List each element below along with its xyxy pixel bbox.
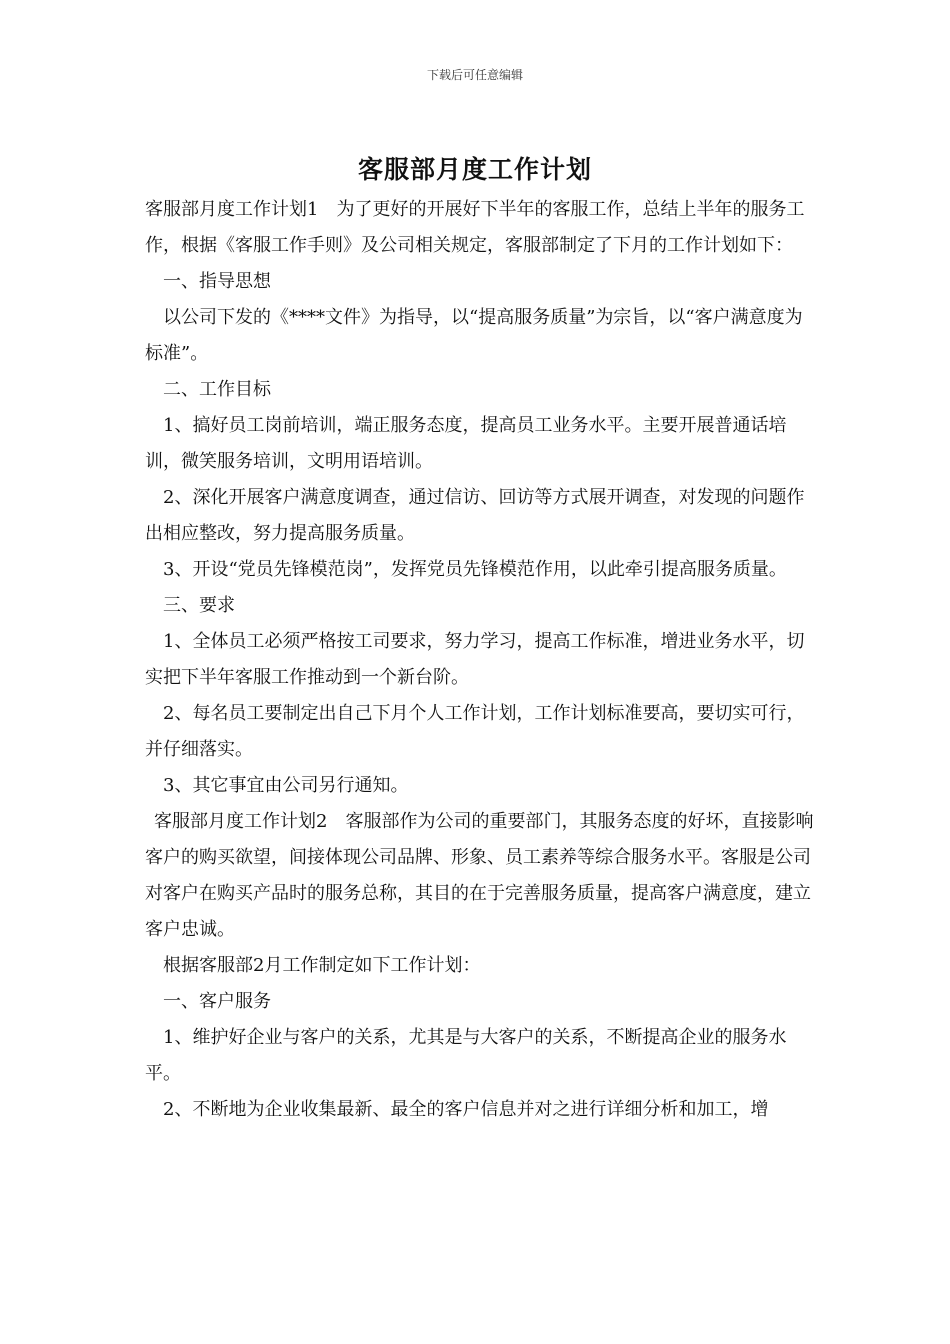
document-title: 客服部月度工作计划 xyxy=(357,155,592,184)
paragraph-guiding-thought: 以公司下发的《****文件》为指导，以“提高服务质量”为宗旨，以“客户满意度为标准”。 xyxy=(145,307,803,364)
paragraph-plan1-intro: 客服部月度工作计划1 为了更好的开展好下半年的客服工作，总结上半年的服务工作，根据《客服工作手则》及公司相关规定，客服部制定了下月的工作计划如下： xyxy=(145,199,805,256)
heading-requirements: 三、要求 xyxy=(163,595,235,616)
document-body xyxy=(145,192,820,1128)
paragraph-goal-3: 3、开设“党员先锋模范岗”，发挥党员先锋模范作用，以此牵引提高服务质量。 xyxy=(163,559,787,580)
heading-customer-service: 一、客户服务 xyxy=(163,991,271,1012)
heading-guiding-thought: 一、指导思想 xyxy=(163,271,271,292)
paragraph-plan2-intro: 客服部月度工作计划2 客服部作为公司的重要部门，其服务态度的好坏，直接影响客户的购买欲望，间接体现公司品牌、形象、员工素养等综合服务水平。客服是公司对客户在购买产品时的服务总称，其目的在于完善服务质量，提高客户满意度，建立客户忠诚。 xyxy=(145,811,814,940)
page-header-note: 下载后可任意编辑 xyxy=(426,68,523,82)
paragraph-goal-1: 1、搞好员工岗前培训，端正服务态度，提高员工业务水平。主要开展普通话培训，微笑服务培训，文明用语培训。 xyxy=(145,415,787,472)
paragraph-requirement-1: 1、全体员工必须严格按工司要求，努力学习，提高工作标准，增进业务水平，切实把下半年客服工作推动到一个新台阶。 xyxy=(145,631,805,688)
paragraph-service-1: 1、维护好企业与客户的关系，尤其是与大客户的关系，不断提高企业的服务水平。 xyxy=(145,1027,787,1084)
paragraph-service-2: 2、不断地为企业收集最新、最全的客户信息并对之进行详细分析和加工，增 xyxy=(163,1099,769,1120)
paragraph-requirement-2: 2、每名员工要制定出自己下月个人工作计划，工作计划标准要高，要切实可行，并仔细落实。 xyxy=(145,703,805,760)
paragraph-goal-2: 2、深化开展客户满意度调查，通过信访、回访等方式展开调查，对发现的问题作出相应整改，努力提高服务质量。 xyxy=(145,487,805,544)
heading-work-goals: 二、工作目标 xyxy=(163,379,271,400)
paragraph-requirement-3: 3、其它事宜由公司另行通知。 xyxy=(163,775,409,796)
paragraph-plan2-basis: 根据客服部2月工作制定如下工作计划： xyxy=(163,955,481,976)
